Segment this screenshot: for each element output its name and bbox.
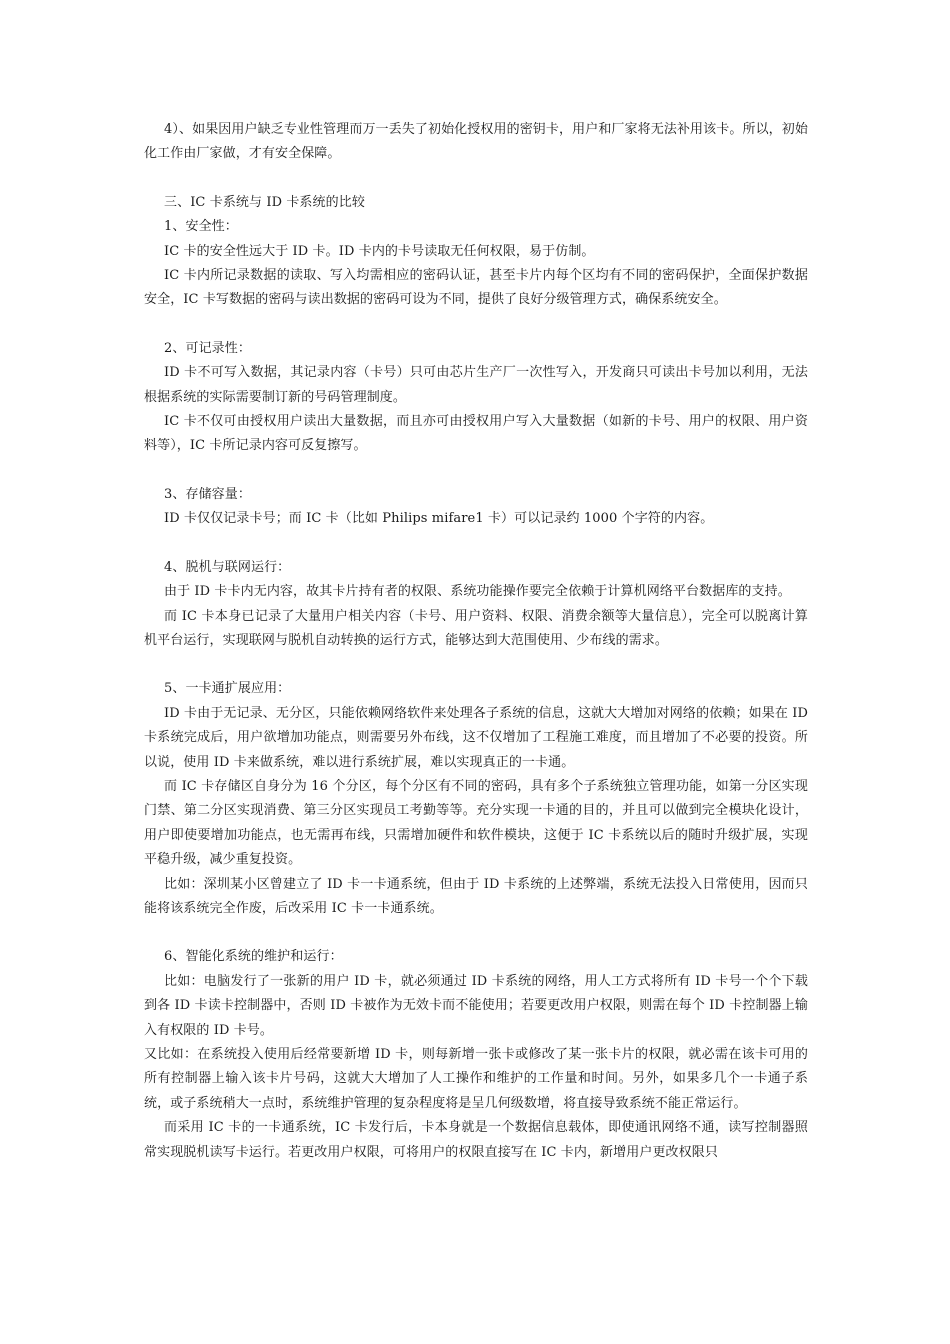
body-paragraph: 比如：深圳某小区曾建立了 ID 卡一卡通系统，但由于 ID 卡系统的上述弊端，系统无法投入日常使用，因而只能将该系统完全作废，后改采用 IC 卡一卡通系统。 [144, 876, 808, 916]
body-paragraph: ID 卡由于无记录、无分区，只能依赖网络软件来处理各子系统的信息，这就大大增加对网络的依赖；如果在 ID 卡系统完成后，用户欲增加功能点，则需要另外布线，这不仅增加了工程施工难度，而且增加了不必要的投资。所以说，使用 ID 卡来做系统，难以进行系统扩展，难以实现真正的一卡通。 [144, 705, 808, 770]
body-paragraph: 而 IC 卡本身已记录了大量用户相关内容（卡号、用户资料、权限、消费余额等大量信息），完全可以脱离计算机平台运行，实现联网与脱机自动转换的运行方式，能够达到大范围使用、少布线的需求。 [144, 608, 808, 648]
paragraph-spacer [144, 921, 808, 945]
section-heading: 5、一卡通扩展应用： [164, 681, 291, 697]
body-paragraph: 4）、如果因用户缺乏专业性管理而万一丢失了初始化授权用的密钥卡，用户和厂家将无法补用该卡。所以，初始化工作由厂家做，才有安全保障。 [144, 122, 808, 162]
paragraph-spacer [144, 167, 808, 191]
body-paragraph: 比如：电脑发行了一张新的用户 ID 卡，就必须通过 ID 卡系统的网络，用人工方式将所有 ID 卡号一个个下载到各 ID 卡读卡控制器中，否则 ID 卡被作为无效卡而不能使用；若要更改用户权限，则需在每个 ID 卡控制器上输入有权限的 ID 卡号。 [144, 973, 808, 1038]
section-heading: 3、存储容量： [164, 486, 251, 502]
body-paragraph: 而采用 IC 卡的一卡通系统，IC 卡发行后，卡本身就是一个数据信息载体，即使通讯网络不通，读写控制器照常实现脱机读写卡运行。若更改用户权限，可将用户的权限直接写在 IC 卡内，新增用户更改权限只 [144, 1120, 808, 1160]
paragraph-spacer [144, 313, 808, 337]
section-heading: 1、安全性： [164, 219, 238, 235]
body-paragraph: 又比如：在系统投入使用后经常要新增 ID 卡，则每新增一张卡或修改了某一张卡片的权限，就必需在该卡可用的所有控制器上输入该卡片号码，这就大大增加了人工操作和维护的工作量和时间。另外，如果多几个一卡通子系统，或子系统稍大一点时，系统维护管理的复杂程度将是呈几何级数增，将直接导致系统不能正常运行。 [144, 1047, 808, 1111]
body-paragraph: 而 IC 卡存储区自身分为 16 个分区，每个分区有不同的密码，具有多个子系统独立管理功能，如第一分区实现门禁、第二分区实现消费、第三分区实现员工考勤等等。充分实现一卡通的目的，并且可以做到完全模块化设计，用户即使要增加功能点，也无需再布线，只需增加硬件和软件模块，这便于 IC 卡系统以后的随时升级扩展，实现平稳升级，减少重复投资。 [144, 778, 808, 868]
section-heading: 6、智能化系统的维护和运行： [164, 949, 343, 965]
body-paragraph: ID 卡仅仅记录卡号；而 IC 卡（比如 Philips mifare1 卡）可以记录约 1000 个字符的内容。 [164, 511, 714, 527]
body-paragraph: IC 卡的安全性远大于 ID 卡。ID 卡内的卡号读取无任何权限，易于仿制。 [164, 243, 595, 259]
document-page [144, 118, 808, 1165]
paragraph-spacer [144, 653, 808, 677]
paragraph-spacer [144, 459, 808, 483]
section-heading: 三、IC 卡系统与 ID 卡系统的比较 [164, 194, 365, 210]
body-paragraph: IC 卡不仅可由授权用户读出大量数据，而且亦可由授权用户写入大量数据（如新的卡号、用户的权限、用户资料等），IC 卡所记录内容可反复擦写。 [144, 414, 808, 454]
section-heading: 2、可记录性： [164, 340, 251, 356]
body-paragraph: 由于 ID 卡卡内无内容，故其卡片持有者的权限、系统功能操作要完全依赖于计算机网络平台数据库的支持。 [164, 584, 791, 600]
body-paragraph: ID 卡不可写入数据，其记录内容（卡号）只可由芯片生产厂一次性写入，开发商只可读出卡号加以利用，无法根据系统的实际需要制订新的号码管理制度。 [144, 365, 808, 405]
body-paragraph: IC 卡内所记录数据的读取、写入均需相应的密码认证，甚至卡片内每个区均有不同的密码保护，全面保护数据安全，IC 卡写数据的密码与读出数据的密码可设为不同，提供了良好分级管理方式，确保系统安全。 [144, 268, 808, 308]
section-heading: 4、脱机与联网运行： [164, 559, 291, 575]
paragraph-spacer [144, 532, 808, 556]
